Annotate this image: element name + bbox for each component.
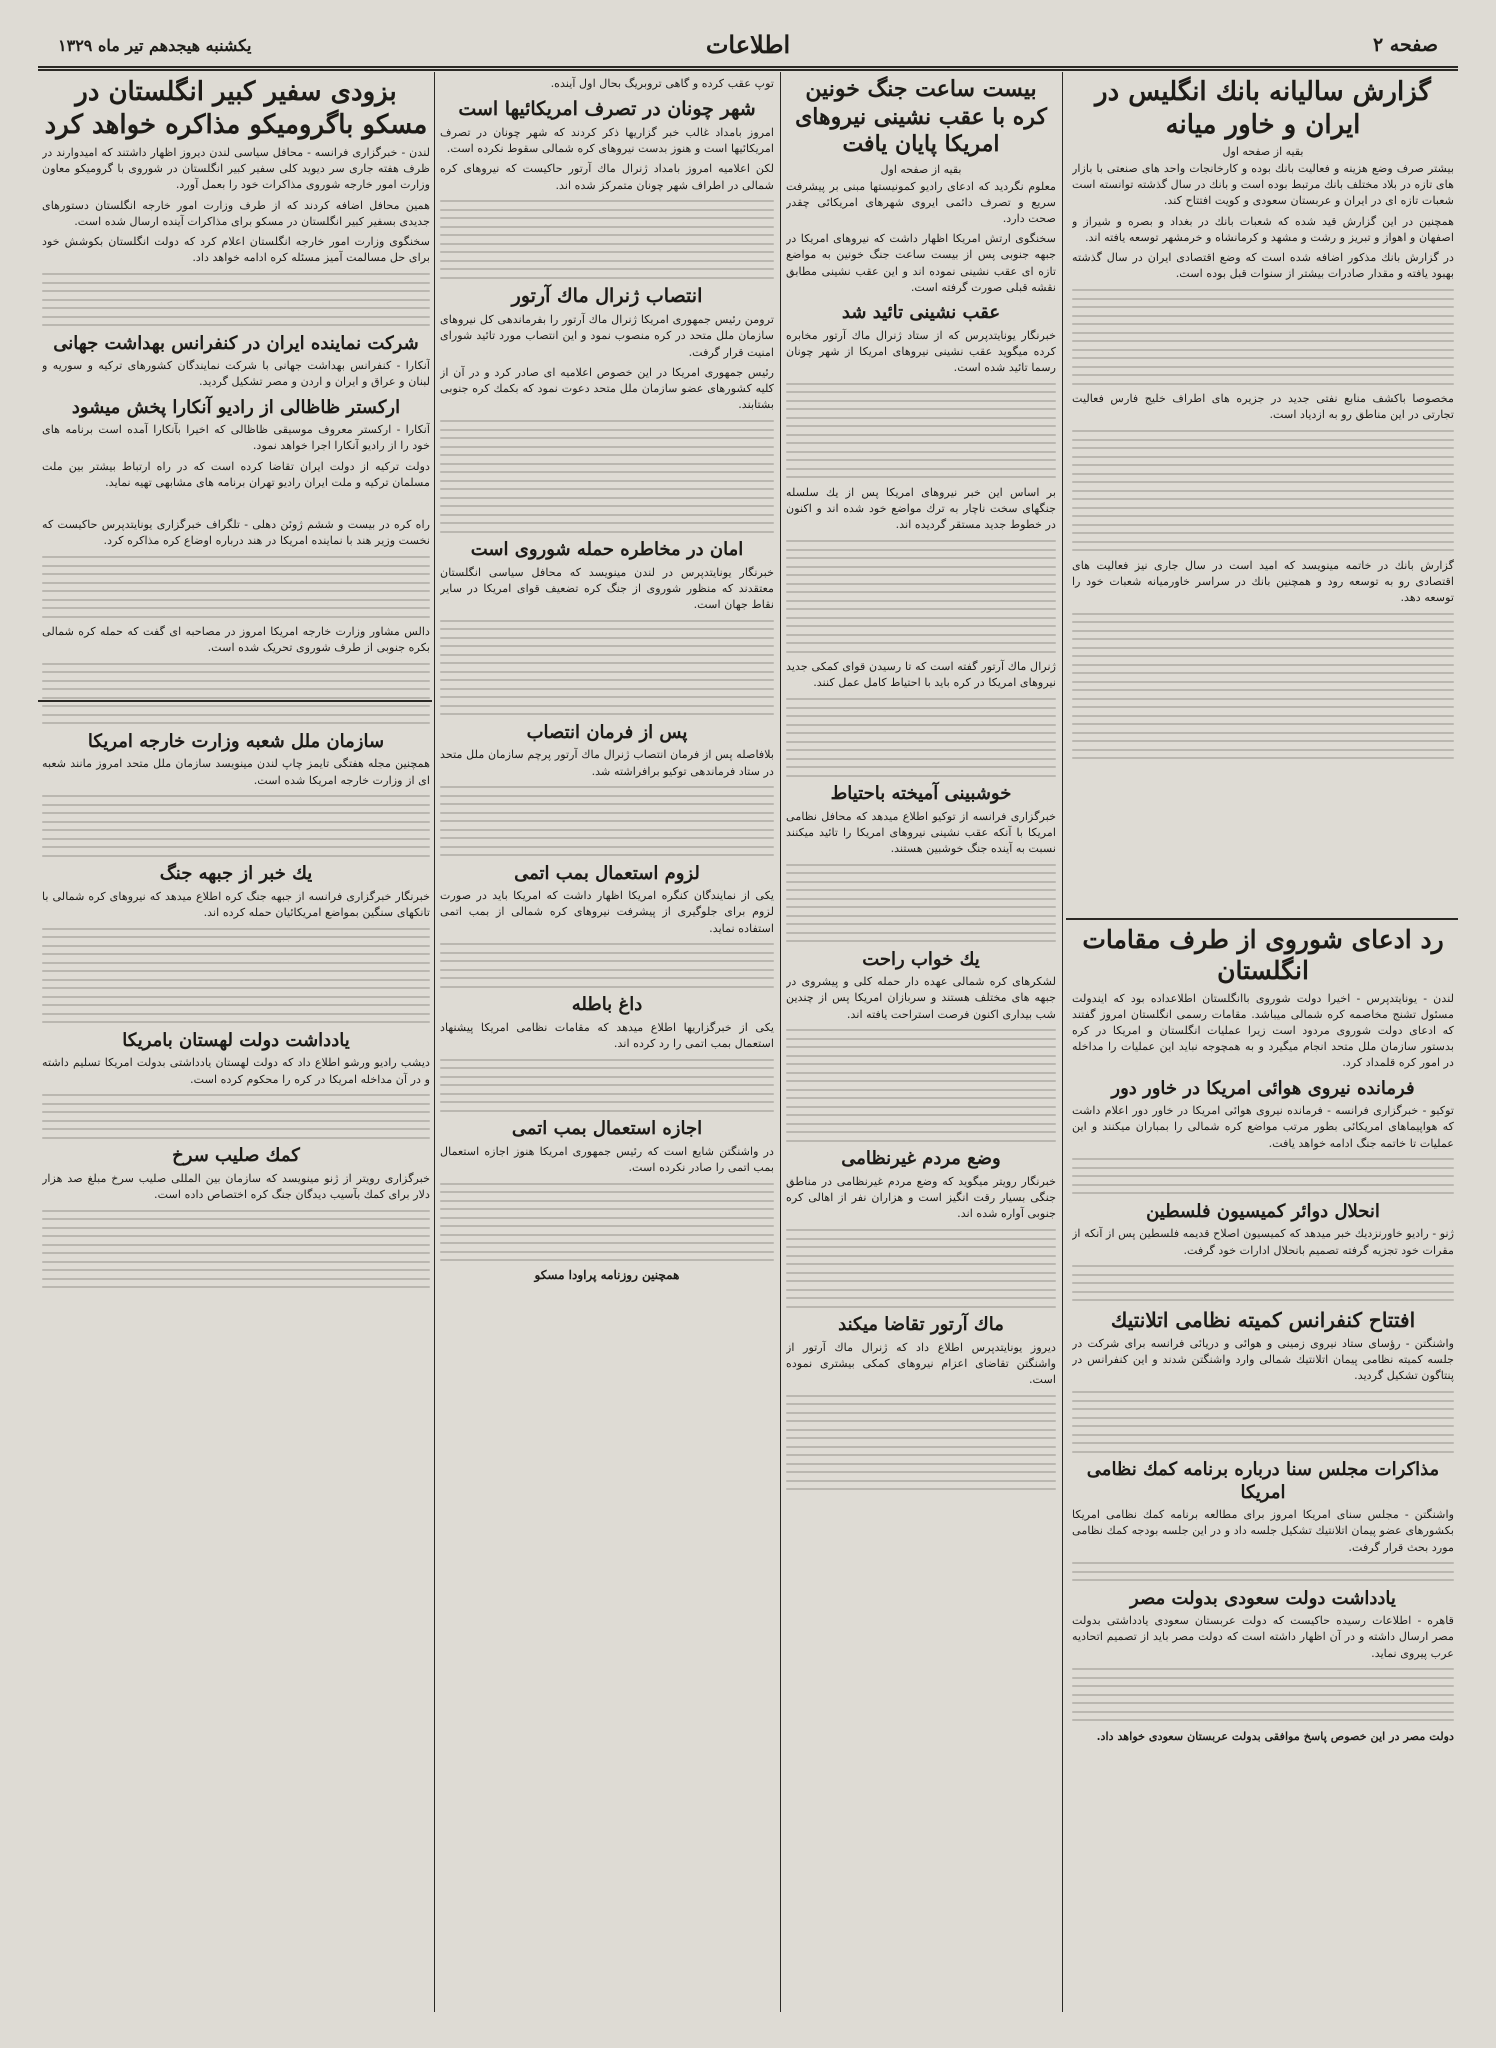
paragraph: یکی از نمایندگان کنگره امریکا اظهار داشت که امریکا باید در صورت لزوم برای جلوگیری از پیشرفت نیروهای کره شمالی از بمب اتمی استفاده نماید. (440, 889, 774, 935)
text-lines (1072, 1265, 1454, 1301)
section-rule (1066, 918, 1458, 920)
text-lines (786, 1229, 1056, 1308)
paragraph: معلوم نگردید که ادعای رادیو کمونیستها مبنی بر پیشرفت سریع و تصرف دائمی ایروی شهرهای امریکائی چقدر صحت دارد. (786, 179, 1056, 225)
paragraph: خبرنگار رویتر میگوید که وضع مردم غیرنظامی در مناطق جنگی بسیار رقت انگیز است و هزاران نفر از اهالی کره جنوبی آواره شده اند. (786, 1174, 1056, 1221)
subheadline: لزوم استعمال بمب اتمی (514, 862, 700, 884)
subheadline: کمك صلیب سرخ (172, 1145, 300, 1167)
paragraph: سخنگوی ارتش امریکا اظهار داشت که نیروهای امریکا در جبهه جنوبی پس از بیست ساعت جنگ خونین به مواضع تازه ای عقب نشینی نموده اند و این عقب نشینی مطابق نقشه قبلی صورت گرفته است. (786, 232, 1056, 294)
article-macarthur (440, 76, 774, 2016)
paragraph: یکی از خبرگزاریها اطلاع میدهد که مقامات نظامی امریکا پیشنهاد استعمال بمب اتمی را رد کرده اند. (440, 1020, 774, 1051)
paragraph: خبرگزاری فرانسه از توکیو اطلاع میدهد که محافل نظامی امریکا با آنکه عقب نشینی نیروهای امریکا را تائید میکنند نسبت به آینده جنگ خوشبین هستند. (786, 809, 1056, 855)
paragraph: خبرنگار یونایتدپرس که از ستاد ژنرال ماك آرتور مخابره کرده میگوید عقب نشینی نیروهای امریکا از شهر چونان رسما تائید شده است. (786, 328, 1056, 375)
subheadline: افتتاح کنفرانس کمیته نظامی اتلانتیك (1110, 1307, 1416, 1332)
continued-note: بقیه از صفحه اول (880, 162, 962, 176)
continued-note: بقیه از صفحه اول (1222, 145, 1304, 158)
text-lines (42, 795, 430, 857)
text-lines (786, 1029, 1056, 1142)
paragraph: امروز بامداد غالب خبر گزاریها ذکر کردند که شهر چونان در تصرف امریکائیها است و هنوز بدست نیروهای کره شمالی سقوط نکرده است. (440, 125, 774, 156)
paragraph: خبرنگار خبرگزاری فرانسه از جبهه جنگ کره اطلاع میدهد که نیروهای کره شمالی با تانکهای سنگین بمواضع امریکائیان حمله کرده اند. (42, 889, 430, 920)
article-soviet-claim (1072, 924, 1454, 2014)
text-lines (440, 420, 774, 533)
subheadline: فرمانده نیروی هوائی امریکا در خاور دور (1111, 1077, 1415, 1099)
text-lines (1072, 1158, 1454, 1194)
newspaper-name: اطلاعات (705, 30, 791, 59)
paragraph: ژنرال ماك آرتور گفته است که تا رسیدن قوای کمکی جدید نیروهای امریکا در کره باید با احتیاط کامل عمل کنند. (786, 660, 1056, 690)
issue-date: یکشنبه هیجدهم تیر ماه ۱۳۲۹ (58, 36, 252, 55)
subheadline: داغ باطله (571, 994, 643, 1016)
paragraph: قاهره - اطلاعات رسیده حاکیست که دولت عربستان سعودی یادداشتی بدولت مصر ارسال داشته و در آن اظهار داشته است که دولت مصر باید از تصمیم اتحادیه عرب پیروی نماید. (1072, 1614, 1454, 1660)
text-lines (1072, 1391, 1454, 1453)
paragraph: همچنین در این گزارش قید شده که شعبات بانك در بغداد و بصره و شیراز و اصفهان و اهواز و تبریز و رشت و مشهد و کرمانشاه و خرمشهر توسعه یافته اند. (1072, 214, 1454, 244)
paragraph: همچنین مجله هفتگی تایمز چاپ لندن مینویسد سازمان ملل متحد امروز مانند شعبه ای از وزارت خارجه امریکا شده است. (42, 757, 430, 787)
article-bank-report (1072, 76, 1454, 912)
paragraph: دولت مصر در این خصوص پاسخ موافقی بدولت عربستان سعودی خواهد داد. (1096, 1728, 1454, 1743)
text-lines (42, 1210, 430, 1289)
paragraph: دیشب رادیو ورشو اطلاع داد که دولت لهستان یادداشتی بدولت امریکا تسلیم داشته و در آن مداخله امریکا در کره را محکوم کرده است. (42, 1056, 430, 1086)
text-lines (42, 928, 430, 1024)
text-lines (1072, 1668, 1454, 1721)
paragraph: بر اساس این خبر نیروهای امریکا پس از یك سلسله جنگهای سخت ناچار به ترك مواضع خود شده اند و اکنون در خطوط جدید مستقر گردیده اند. (786, 485, 1056, 532)
text-lines (42, 556, 430, 618)
text-lines (786, 540, 1056, 653)
subheadline: عقب نشینی تائید شد (841, 302, 1001, 324)
paragraph: لندن - یونایتدپرس - اخیرا دولت شوروی باانگلستان اطلاعداده بود که ایندولت مسئول تشنج مخاصمه کره شمالی میباشد. مقامات رسمی انگلستان امروز گفتند که ادعای دولت شوروی مردود است زیرا عملیات انگلستان و امریکا در کره بدستور سازمان ملل متحد انجام میگیرد و به همچوجه نباید این عملیات را مداخله در امور کره قلمداد کرد. (1072, 991, 1454, 1070)
text-lines (786, 864, 1056, 943)
subheadline: خوشبینی آمیخته باحتیاط (830, 783, 1012, 805)
paragraph: رئیس جمهوری امریکا در این خصوص اعلامیه ای صادر کرد و در آن از کلیه کشورهای عضو سازمان ملل متحد دعوت نمود که بکمك کره جنوبی بشتابند. (440, 365, 774, 412)
headline: گزارش سالیانه بانك انگلیس در ایران و خاور میانه (1095, 77, 1431, 140)
subheadline: انتصاب ژنرال ماك آرتور (511, 285, 703, 308)
subheadline: امان در مخاطره حمله شوروی است (470, 539, 744, 561)
paragraph: سخنگوی وزارت امور خارجه انگلستان اعلام کرد که دولت انگلستان بکوشش خود برای حل مسالمت آمیز مسئله کره ادامه خواهد داد. (42, 235, 430, 265)
paragraph: در واشنگتن شایع است که رئیس جمهوری امریکا هنوز اجازه استعمال بمب اتمی را صادر نکرده است. (440, 1144, 774, 1175)
section-gap (42, 495, 430, 517)
paragraph: بیشتر صرف وضع هزینه و فعالیت بانك بوده و کارخانجات واحد های صنعتی با بازار های تازه در بلاد مختلف بانك مرتبط بوده است و بانك در سال گذشته توانسته است شعبات تازه ای در ایران و عربستان سعودی و کویت افتتاح کند. (1072, 162, 1454, 208)
subheadline: سازمان ملل شعبه وزارت خارجه امریکا (87, 730, 385, 752)
subheadline: وضع مردم غیرنظامی (841, 1148, 1001, 1170)
page-number: صفحه ۲ (1372, 34, 1438, 56)
paragraph: بلافاصله پس از فرمان انتصاب ژنرال ماك آرتور پرچم سازمان ملل متحد در ستاد فرماندهی توکیو برافراشته شد. (440, 748, 774, 778)
paragraph: ژنو - رادیو خاورنزدیك خبر میدهد که کمیسیون اصلاح قدیمه فلسطین پس از آنکه از مقرات خود تجزیه گرفته تصمیم بانحلال ادارات خود گرفت. (1072, 1227, 1454, 1257)
text-lines (42, 273, 430, 326)
text-lines (440, 1183, 774, 1262)
subheadline: پس از فرمان انتصاب (526, 721, 688, 743)
text-lines (786, 383, 1056, 479)
paragraph: لکن اعلامیه امروز بامداد ژنرال ماك آرتور حاکیست که نیروهای کره شمالی در اطراف شهر چونان متمرکز شده اند. (440, 162, 774, 192)
text-lines (42, 663, 430, 725)
paragraph: توکیو - خبرگزاری فرانسه - فرمانده نیروی هوائی امریکا در خاور دور اعلام داشت که هواپیماهای امریکائی بطور مرتب مواضع کره شمالی را بمباران میکنند و این عملیات تا خاتمه جنگ ادامه خواهد یافت. (1072, 1104, 1454, 1150)
subheadline: یادداشت دولت سعودی بدولت مصر (1130, 1587, 1396, 1609)
subheadline: یادداشت دولت لهستان بامریکا (122, 1029, 350, 1051)
text-lines (1072, 289, 1454, 385)
subheadline: یك خبر از جبهه جنگ (159, 863, 313, 885)
column-rule (780, 72, 781, 2012)
paragraph: آنکارا - کنفرانس بهداشت جهانی با شرکت نمایندگان کشورهای ترکیه و سوریه و لبنان و عراق و ایران و اردن و مصر تشکیل گردید. (42, 359, 430, 389)
headline: رد ادعای شوروی از طرف مقامات انگلستان (1082, 925, 1444, 986)
paragraph: واشنگتن - رؤسای ستاد نیروی زمینی و هوائی و دریائی فرانسه برای شرکت در جلسه کمیته نظامی پیمان اتلانتیك شمالی وارد واشنگتن شدند و این کنفرانس در پنتاگون تشکیل گردید. (1072, 1336, 1454, 1383)
text-lines (440, 786, 774, 856)
paragraph: دالس مشاور وزارت خارجه امریکا امروز در مصاحبه ای گفت که حمله کره شمالی بکره جنوبی از طرف شوروی تحریک شده است. (42, 625, 430, 655)
masthead-rule-2 (38, 69, 1458, 71)
subheadline: شرکت نماینده ایران در کنفرانس بهداشت جهانی (53, 332, 419, 354)
column-rule (1062, 72, 1063, 2012)
paragraph: در گزارش بانك مذکور اضافه شده است که وضع اقتصادی ایران در سال گذشته بهبود یافته و مقدار صادرات بیشتر از سنوات قبل بوده است. (1072, 251, 1454, 281)
paragraph: راه کره در بیست و ششم ژوئن دهلی - تلگراف خبرگزاری یونایتدپرس حاکیست که نخست وزیر هند با نماینده امریکا در هند درباره اوضاع کره مذاکره کرد. (42, 518, 430, 548)
text-lines (42, 1094, 430, 1139)
byline: همچنین روزنامه پراودا مسکو (534, 1267, 680, 1282)
article-ambassador (42, 76, 430, 2016)
text-lines (440, 1059, 774, 1112)
subheadline: ماك آرتور تقاضا میکند (838, 1314, 1004, 1336)
text-lines (440, 620, 774, 716)
paragraph: دولت ترکیه از دولت ایران تقاضا کرده است که در راه ارتباط بیشتر بین ملت مسلمان ترکیه و ملت ایران رادیو تهران برنامه های مشابهی تهیه نماید. (42, 459, 430, 489)
text-lines (1072, 430, 1454, 551)
subheadline: ارکستر ظاظالی از رادیو آنکارا پخش میشود (71, 396, 401, 418)
subheadline: مذاکرات مجلس سنا درباره برنامه کمك نظامی امریکا (1086, 1459, 1440, 1503)
paragraph: خبرنگار یونایتدپرس در لندن مینویسد که محافل سیاسی انگلستان معتقدند که منظور شوروی از جنگ کره تضعیف قوای امریکا در سایر نقاط جهان است. (440, 565, 774, 612)
column-rule (434, 72, 435, 2012)
headline: بیست ساعت جنگ خونین کره با عقب نشینی نیروهای امریکا پایان یافت (795, 76, 1047, 157)
masthead (38, 30, 1458, 64)
paragraph: گزارش بانك در خاتمه مینویسد که امید است در سال جاری نیز فعالیت های اقتصادی رو به توسعه رود و همچنین بانك در سراسر خاورمیانه شعبات خود را توسعه دهد. (1072, 558, 1454, 605)
paragraph: دیروز یونایتدپرس اطلاع داد که ژنرال ماك آرتور از واشنگتن تقاضای اعزام نیروهای کمکی بیشتری نموده است. (786, 1340, 1056, 1387)
subheadline: یك خواب راحت (862, 948, 980, 970)
paragraph: ترومن رئیس جمهوری امریکا ژنرال ماك آرتور را بفرماندهی کل نیروهای سازمان ملل متحد در کره منصوب نمود و این انتصاب مورد تائید شورای امنیت قرار گرفت. (440, 313, 774, 359)
subheadline: شهر چونان در تصرف امریکائیها است (458, 98, 756, 121)
paragraph: توپ عقب کرده و گاهی تروبریگ بحال اول آینده. (550, 77, 774, 90)
paragraph: لشکرهای کره شمالی عهده دار حمله کلی و پیشروی در جبهه های مختلف هستند و سربازان امریکا پس از چندین شب بیداری اکنون فرصت استراحت یافته اند. (786, 975, 1056, 1021)
text-lines (1072, 613, 1454, 760)
article-korea-battle (786, 76, 1056, 2016)
paragraph: مخصوصا باکشف منابع نفتی جدید در جزیره های اطراف خلیج فارس فعالیت تجارتی در این مناطق رو به ازدیاد است. (1072, 392, 1454, 422)
paragraph: لندن - خبرگزاری فرانسه - محافل سیاسی لندن دیروز اظهار داشتند که امیدوارند در ظرف هفته جاری سر دیوید کلی سفیر کبیر انگلستان در شوروی با گرومیکو معاون وزارت امور خارجه شوروی مذاکرات خود را بعمل آورد. (42, 146, 430, 192)
paragraph: واشنگتن - مجلس سنای امریکا امروز برای مطالعه برنامه کمك نظامی امریکا بکشورهای عضو پیمان اتلانتیك تشکیل جلسه داد و در این جلسه بودجه کمك نظامی مورد بحث قرار گرفت. (1072, 1508, 1454, 1554)
paragraph: خبرگزاری رویتر از ژنو مینویسد که سازمان بین المللی صلیب سرخ مبلغ صد هزار دلار برای کمك بآسیب دیدگان جنگ کره اختصاص داده است. (42, 1171, 430, 1202)
text-lines (786, 1395, 1056, 1491)
masthead-rule (38, 66, 1458, 68)
text-lines (1072, 1562, 1454, 1581)
text-lines (440, 943, 774, 988)
subheadline: اجازه استعمال بمب اتمی (511, 1118, 703, 1140)
paragraph: همین محافل اضافه کردند که از طرف وزارت امور خارجه انگلستان دستورهای جدیدی بسفیر کبیر انگلستان در مسکو برای مذاکرات آینده ارسال شده است. (42, 198, 430, 228)
headline: بزودی سفیر کبیر انگلستان در مسکو باگرومیکو مذاکره خواهد کرد (44, 77, 428, 140)
text-lines (786, 698, 1056, 777)
paragraph: آنکارا - ارکستر معروف موسیقی ظاظالی که اخیرا بآنکارا آمده است برنامه های خود را از رادیو آنکارا اجرا خواهد نمود. (42, 423, 430, 453)
subheadline: انحلال دوائر کمیسیون فلسطین (1146, 1200, 1380, 1222)
text-lines (440, 200, 774, 279)
